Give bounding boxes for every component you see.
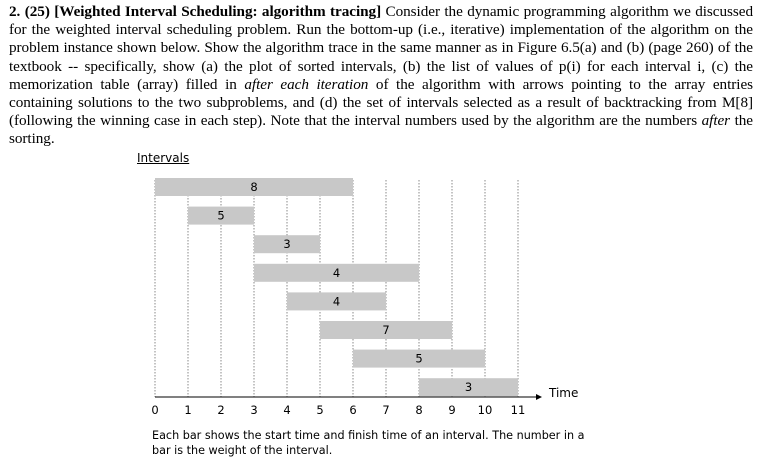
problem-emphasis-1: after each iteration bbox=[244, 75, 369, 93]
time-tick-label: 7 bbox=[382, 403, 390, 417]
problem-text-3: the sorting. bbox=[9, 112, 753, 148]
problem-text-1: Consider the dynamic programming algorithm we discussed for the weighted interval scheduling problem. Run the bottom-up (i.e., iterative) implementation of the algorithm on the problem instance shown below. Show the algorithm trace in the same manner as in Figure 6.5(a) and (b) (page 260) of the textbook -- specifically, show (a) the plot of sorted intervals, (b) the list of values of p(i) for each interval i, (c) the memorization table (array) filled in bbox=[9, 3, 753, 93]
interval-weight-label: 5 bbox=[217, 208, 225, 223]
interval-weight-label: 4 bbox=[332, 265, 341, 280]
interval-weight-label: 7 bbox=[382, 323, 390, 337]
time-axis-arrow-icon bbox=[536, 394, 542, 400]
problem-emphasis-2: after bbox=[701, 112, 731, 130]
interval-weight-label: 3 bbox=[464, 380, 473, 395]
time-axis-label: Time bbox=[549, 386, 579, 400]
figure-caption: Each bar shows the start time and finish time of an interval. The number in a bar is the weight of the interval. bbox=[152, 429, 585, 457]
time-tick-label: 4 bbox=[283, 403, 291, 417]
time-tick-label: 11 bbox=[510, 403, 526, 417]
problem-text-2: of the algorithm with arrows pointing to the array entries containing solutions to the two subproblems, and (d) the set of intervals selected as a result of backtracking from M[8] (following the winning case in each step). Note that the interval numbers used by the algorithm are the numbers bbox=[9, 75, 754, 130]
time-tick-label: 6 bbox=[349, 403, 357, 417]
time-tick-labels bbox=[151, 403, 525, 417]
time-tick-label: 0 bbox=[151, 403, 159, 417]
time-tick-label: 8 bbox=[415, 403, 423, 417]
interval-weight-label: 8 bbox=[250, 180, 258, 194]
problem-title: [Weighted Interval Scheduling: algorithm tracing] bbox=[54, 3, 382, 20]
problem-number: 2. (25) bbox=[9, 3, 50, 20]
time-tick-label: 5 bbox=[316, 403, 324, 417]
time-tick-label: 2 bbox=[217, 403, 225, 417]
interval-weight-label: 4 bbox=[332, 294, 341, 309]
interval-weight-label: 5 bbox=[415, 351, 423, 366]
time-tick-label: 3 bbox=[250, 403, 258, 417]
time-tick-label: 1 bbox=[184, 403, 192, 417]
time-tick-label: 9 bbox=[448, 403, 456, 417]
interval-weight-label: 3 bbox=[283, 237, 291, 252]
intervals-heading: Intervals bbox=[137, 151, 190, 165]
interval-bars bbox=[155, 178, 518, 396]
time-tick-label: 10 bbox=[477, 403, 493, 417]
